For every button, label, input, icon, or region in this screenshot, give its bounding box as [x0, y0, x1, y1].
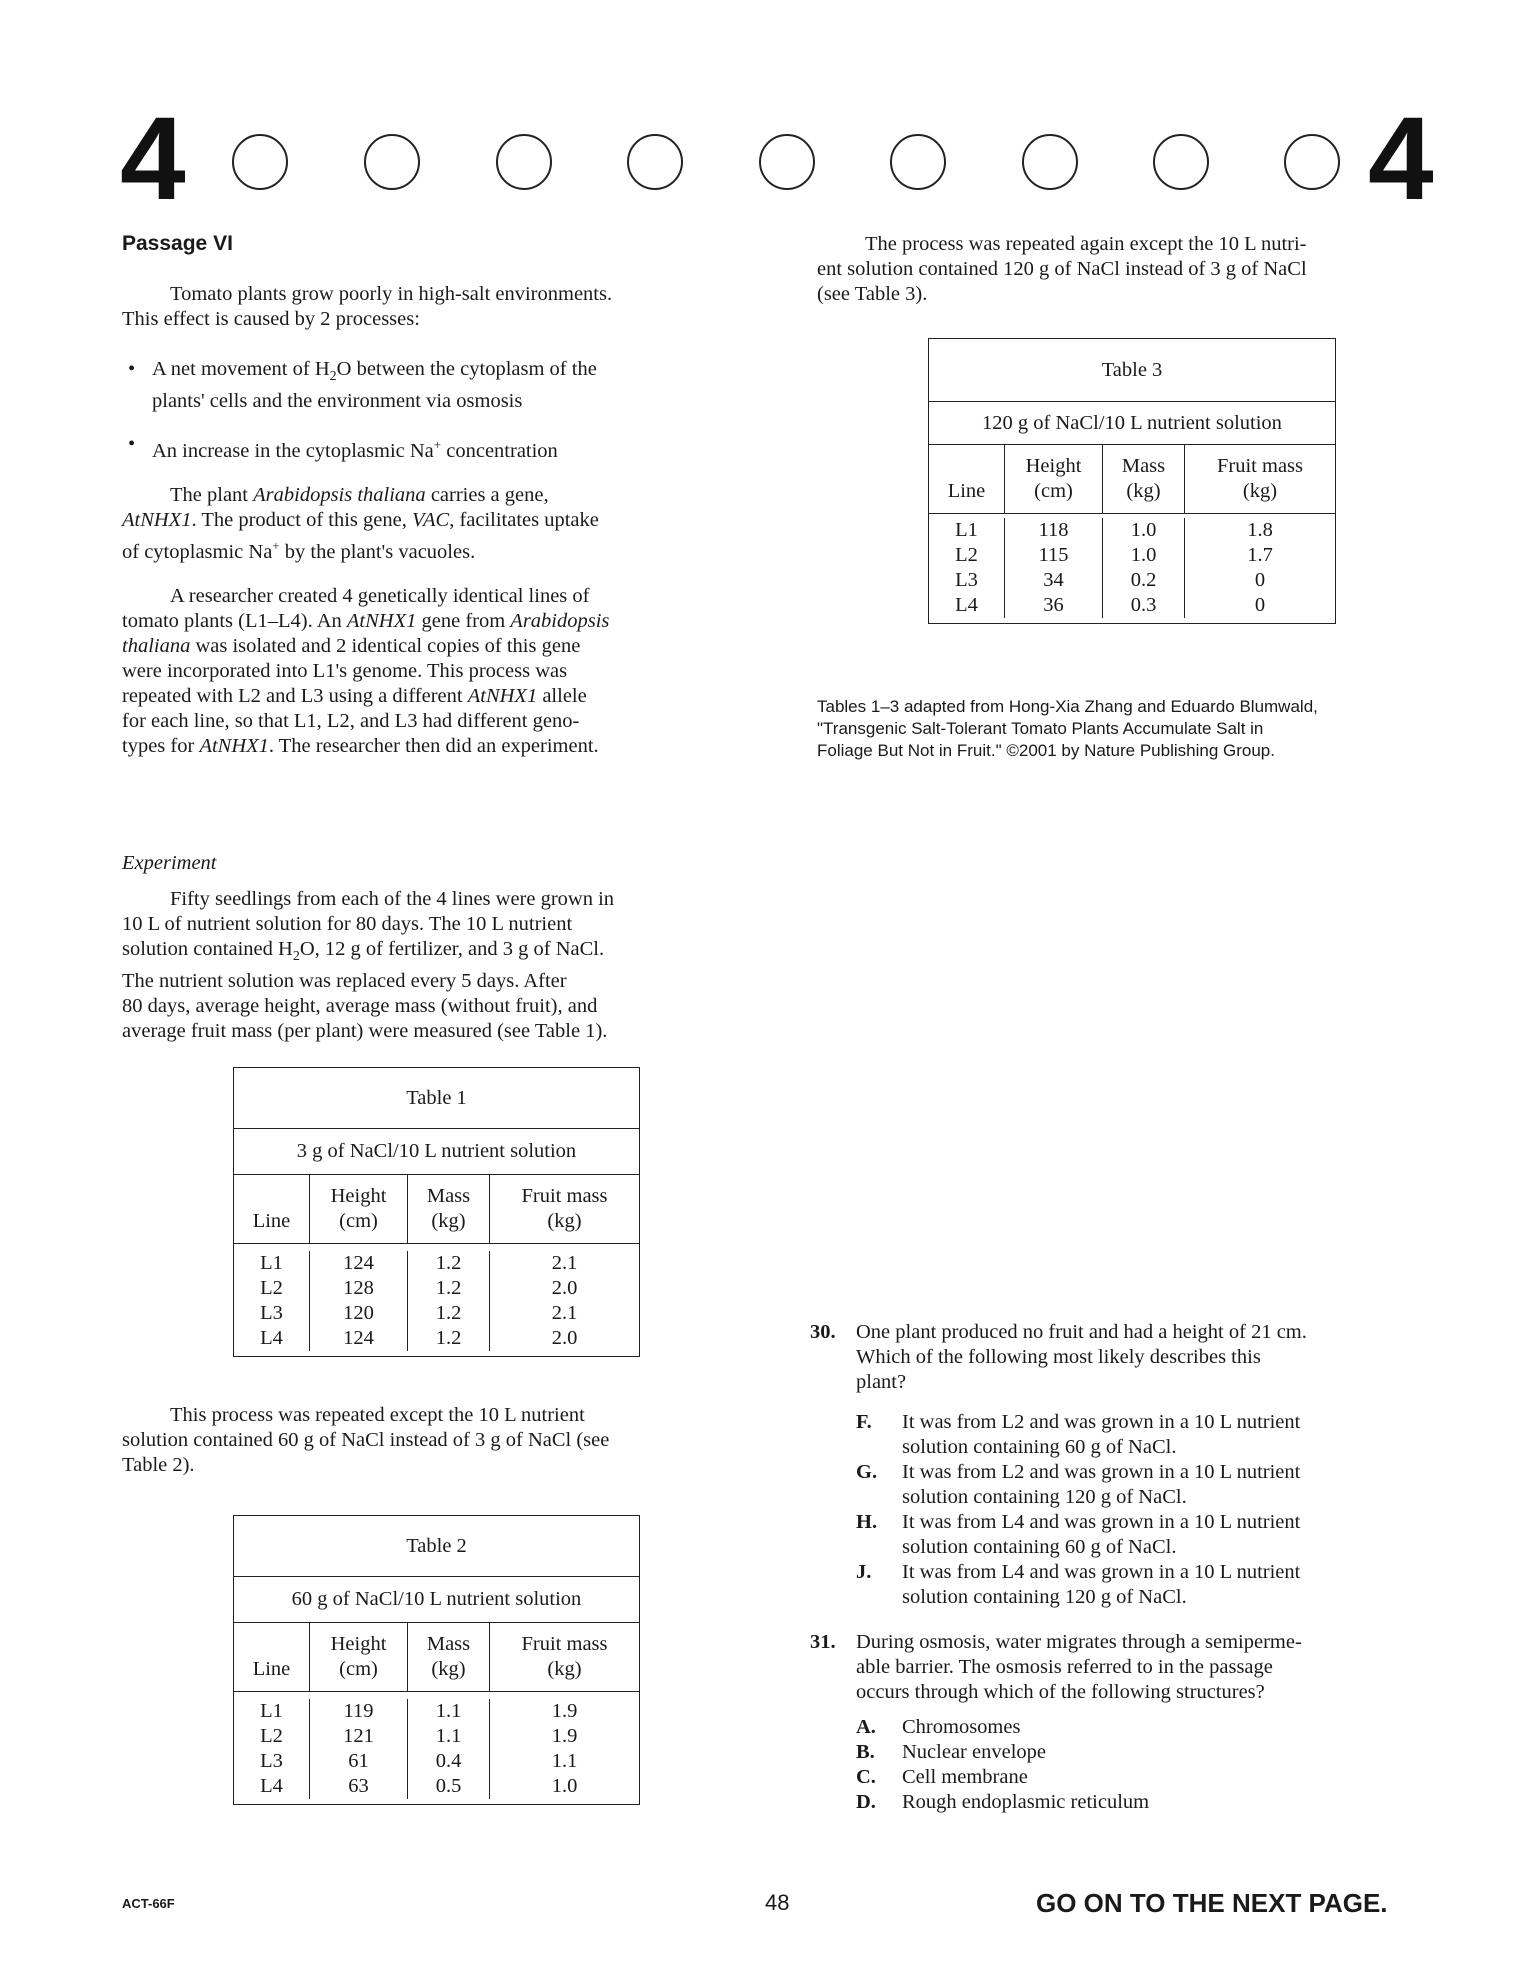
cell-height: 118: [1038, 519, 1069, 541]
cell-mass: 1.0: [1130, 519, 1157, 541]
header-fruit: Fruit mass: [521, 1633, 608, 1655]
repeat-again-paragraph: The process was repeated again except the 10 L nutri- ent solution contained 120 g of NaCl instead of 3 g of NaCl (see Table 3).: [817, 233, 1307, 305]
question-number: 31.: [810, 1631, 836, 1653]
cell-line: L4: [260, 1775, 283, 1797]
passage-title: Passage VI: [122, 232, 233, 255]
cell-line: L3: [955, 569, 978, 591]
header-circle: [1022, 134, 1078, 190]
table-caption: Table 2: [234, 1516, 639, 1577]
header-circle: [232, 134, 288, 190]
cell-fruit: 2.0: [551, 1277, 578, 1299]
table-header-row: Line Height (cm) Mass (kg) Fruit mass (kg): [929, 445, 1335, 514]
header-mass: Mass: [426, 1633, 471, 1655]
table-body: [234, 1692, 639, 1804]
cell-fruit: 0: [1254, 594, 1266, 616]
table-1: [233, 1067, 640, 1357]
gene-paragraph: The plant Arabidopsis thaliana carries a gene, AtNHX1. The product of this gene, VAC, facilitates uptake of cytoplasmic Na+ by the plant's vacuoles.: [122, 484, 599, 563]
table-credit: Tables 1–3 adapted from Hong-Xia Zhang and Eduardo Blumwald, "Transgenic Salt-Tolerant Tomato Plants Accumulate Salt in Foliage But Not in Fruit." ©2001 by Nature Publishing Group.: [817, 697, 1318, 760]
header-line: Line: [947, 480, 986, 502]
cell-height: 121: [343, 1725, 374, 1747]
cell-fruit: 0: [1254, 569, 1266, 591]
table-subtitle: 120 g of NaCl/10 L nutrient solution: [929, 402, 1335, 445]
header-mass: Mass: [1121, 455, 1166, 477]
cell-mass: 0.3: [1130, 594, 1157, 616]
researcher-paragraph: A researcher created 4 genetically identical lines of tomato plants (L1–L4). An AtNHX1 gene from Arabidopsis thaliana was isolated and 2 identical copies of this gene were incorporated into L1's genome. This process was repeated with L2 and L3 using a different AtNHX1 allele for each line, so that L1, L2, and L3 had different geno- types for AtNHX1. The researcher then did an experiment.: [122, 585, 610, 757]
cell-height: 36: [1043, 594, 1064, 616]
table-3: [928, 338, 1336, 624]
cell-mass: 0.2: [1130, 569, 1157, 591]
form-code: ACT-66F: [122, 1896, 175, 1911]
header-fruit: Fruit mass: [521, 1185, 608, 1207]
experiment-paragraph: Fifty seedlings from each of the 4 lines were grown in 10 L of nutrient solution for 80 days. The 10 L nutrient solution contained $H_2O$, 12 g of fertilizer, and 3 g of NaCl. The nutrient solution was replaced every 5 days. After 80 days, average height, average mass (without fruit), and average fruit mass (per plant) were measured (see Table 1).: [122, 888, 615, 1043]
cell-line: L1: [260, 1252, 283, 1274]
cell-height: 119: [343, 1700, 374, 1722]
answer-option-b[interactable]: B. Nuclear envelope: [856, 1741, 1046, 1763]
answer-option-g[interactable]: G. It was from L2 and was grown in a 10 L nutrient solution containing 120 g of NaCl.: [856, 1461, 1301, 1508]
header-line: Line: [252, 1658, 291, 1680]
cell-height: 124: [343, 1327, 374, 1349]
table-caption: Table 3: [929, 339, 1335, 402]
repeat-paragraph: This process was repeated except the 10 L nutrient solution contained 60 g of NaCl instead of 3 g of NaCl (see Table 2).: [122, 1404, 610, 1476]
question-31: 31. During osmosis, water migrates through a semiperme- able barrier. The osmosis referred to in the passage occurs through which of the following structures? A. Chromosomes B. Nuclear envelope C. Cell membrane D. Rough endoplasmic reticulum: [810, 1630, 1460, 1830]
header-circle: [890, 134, 946, 190]
table-subtitle: 60 g of NaCl/10 L nutrient solution: [234, 1577, 639, 1623]
cell-height: 115: [1038, 544, 1069, 566]
header-circle: [364, 134, 420, 190]
answer-option-c[interactable]: C. Cell membrane: [856, 1766, 1028, 1788]
cell-mass: 0.4: [435, 1750, 462, 1772]
header-mass: Mass: [426, 1185, 471, 1207]
cell-line: L3: [260, 1302, 283, 1324]
header-circle: [759, 134, 815, 190]
header-height: Height: [330, 1185, 387, 1207]
cell-mass: 1.2: [435, 1302, 462, 1324]
cell-fruit: 1.9: [551, 1725, 578, 1747]
cell-fruit: 1.9: [551, 1700, 578, 1722]
question-stem: During osmosis, water migrates through a semiperme-: [856, 1631, 1302, 1653]
cell-line: L1: [260, 1700, 283, 1722]
header-fruit: Fruit mass: [1217, 455, 1303, 477]
table-subtitle: 3 g of NaCl/10 L nutrient solution: [234, 1129, 639, 1175]
answer-option-a[interactable]: A. Chromosomes: [856, 1716, 1021, 1738]
intro-line: This effect is caused by 2 processes:: [122, 308, 420, 330]
cell-fruit: 1.0: [551, 1775, 578, 1797]
header-height: Height: [330, 1633, 387, 1655]
page-number: 48: [765, 1890, 790, 1915]
cell-height: 34: [1043, 569, 1064, 591]
header-height: Height: [1025, 455, 1082, 477]
cell-fruit: 2.0: [551, 1327, 578, 1349]
cell-height: 128: [343, 1277, 374, 1299]
cell-fruit: 1.1: [551, 1750, 578, 1772]
cell-line: L4: [260, 1327, 283, 1349]
cell-mass: 0.5: [435, 1775, 462, 1797]
section-number-left: 4: [120, 93, 186, 225]
answer-option-f[interactable]: F. It was from L2 and was grown in a 10 L nutrient solution containing 60 g of NaCl.: [856, 1411, 1301, 1458]
cell-mass: 1.1: [435, 1700, 462, 1722]
cell-mass: 1.0: [1130, 544, 1157, 566]
table-body: [234, 1244, 639, 1356]
table-header-row: Line Height (cm) Mass (kg) Fruit mass (kg): [234, 1175, 639, 1244]
table-caption: Table 1: [234, 1068, 639, 1129]
cell-line: L4: [955, 594, 978, 616]
cell-fruit: 2.1: [551, 1252, 578, 1274]
cell-height: 120: [343, 1302, 374, 1324]
cell-line: L1: [955, 519, 978, 541]
cell-fruit: 1.8: [1247, 519, 1273, 541]
answer-option-h[interactable]: H. It was from L4 and was grown in a 10 L nutrient solution containing 60 g of NaCl.: [856, 1511, 1301, 1558]
cell-mass: 1.2: [435, 1327, 462, 1349]
question-stem: One plant produced no fruit and had a height of 21 cm.: [856, 1321, 1307, 1343]
bullet-osmosis: • A net movement of $H_2O$ between the cytoplasm of the plants' cells and the environment via osmosis: [128, 358, 597, 413]
cell-mass: 1.2: [435, 1277, 462, 1299]
cell-fruit: 1.7: [1247, 544, 1273, 566]
table-body: [929, 514, 1335, 623]
header-circle: [1284, 134, 1340, 190]
cell-line: L2: [260, 1277, 283, 1299]
header-line: Line: [252, 1210, 291, 1232]
intro-paragraph: [122, 282, 752, 332]
header-circle: [1153, 134, 1209, 190]
cell-fruit: 2.1: [551, 1302, 578, 1324]
table-header-row: Line Height (cm) Mass (kg) Fruit mass (kg): [234, 1623, 639, 1692]
cell-height: 61: [348, 1750, 369, 1772]
cell-mass: 1.2: [435, 1252, 462, 1274]
cell-line: L2: [955, 544, 978, 566]
cell-mass: 1.1: [435, 1725, 462, 1747]
cell-height: 124: [343, 1252, 374, 1274]
table-2: [233, 1515, 640, 1805]
cell-line: L3: [260, 1750, 283, 1772]
header-circle: [627, 134, 683, 190]
answer-option-j[interactable]: J. It was from L4 and was grown in a 10 L nutrient solution containing 120 g of NaCl.: [856, 1561, 1301, 1608]
section-number-right: 4: [1368, 93, 1434, 225]
cell-line: L2: [260, 1725, 283, 1747]
intro-line: Tomato plants grow poorly in high-salt environments.: [170, 283, 613, 305]
cell-height: 63: [348, 1775, 369, 1797]
answer-option-d[interactable]: D. Rough endoplasmic reticulum: [856, 1791, 1150, 1813]
next-page-notice: GO ON TO THE NEXT PAGE.: [1036, 1888, 1388, 1918]
header-circle: [496, 134, 552, 190]
question-number: 30.: [810, 1321, 836, 1343]
question-30: 30. One plant produced no fruit and had a height of 21 cm. Which of the following most likely describes this plant? F. It was from L2 and was grown in a 10 L nutrient solution containing 60 g of NaCl. G. It was from L2 and was grown in a 10 L nutrient solution containing 120 g of NaCl. H. It was from L4 and was grown in a 10 L nutrient solution containing 60 g of NaCl. J. It was from L4 and was grown in a 10 L nutrient solution containing 120 g of NaCl.: [810, 1320, 1460, 1610]
bullet-sodium: • An increase in the cytoplasmic Na+ concentration: [128, 433, 558, 462]
experiment-heading: Experiment: [122, 852, 217, 874]
